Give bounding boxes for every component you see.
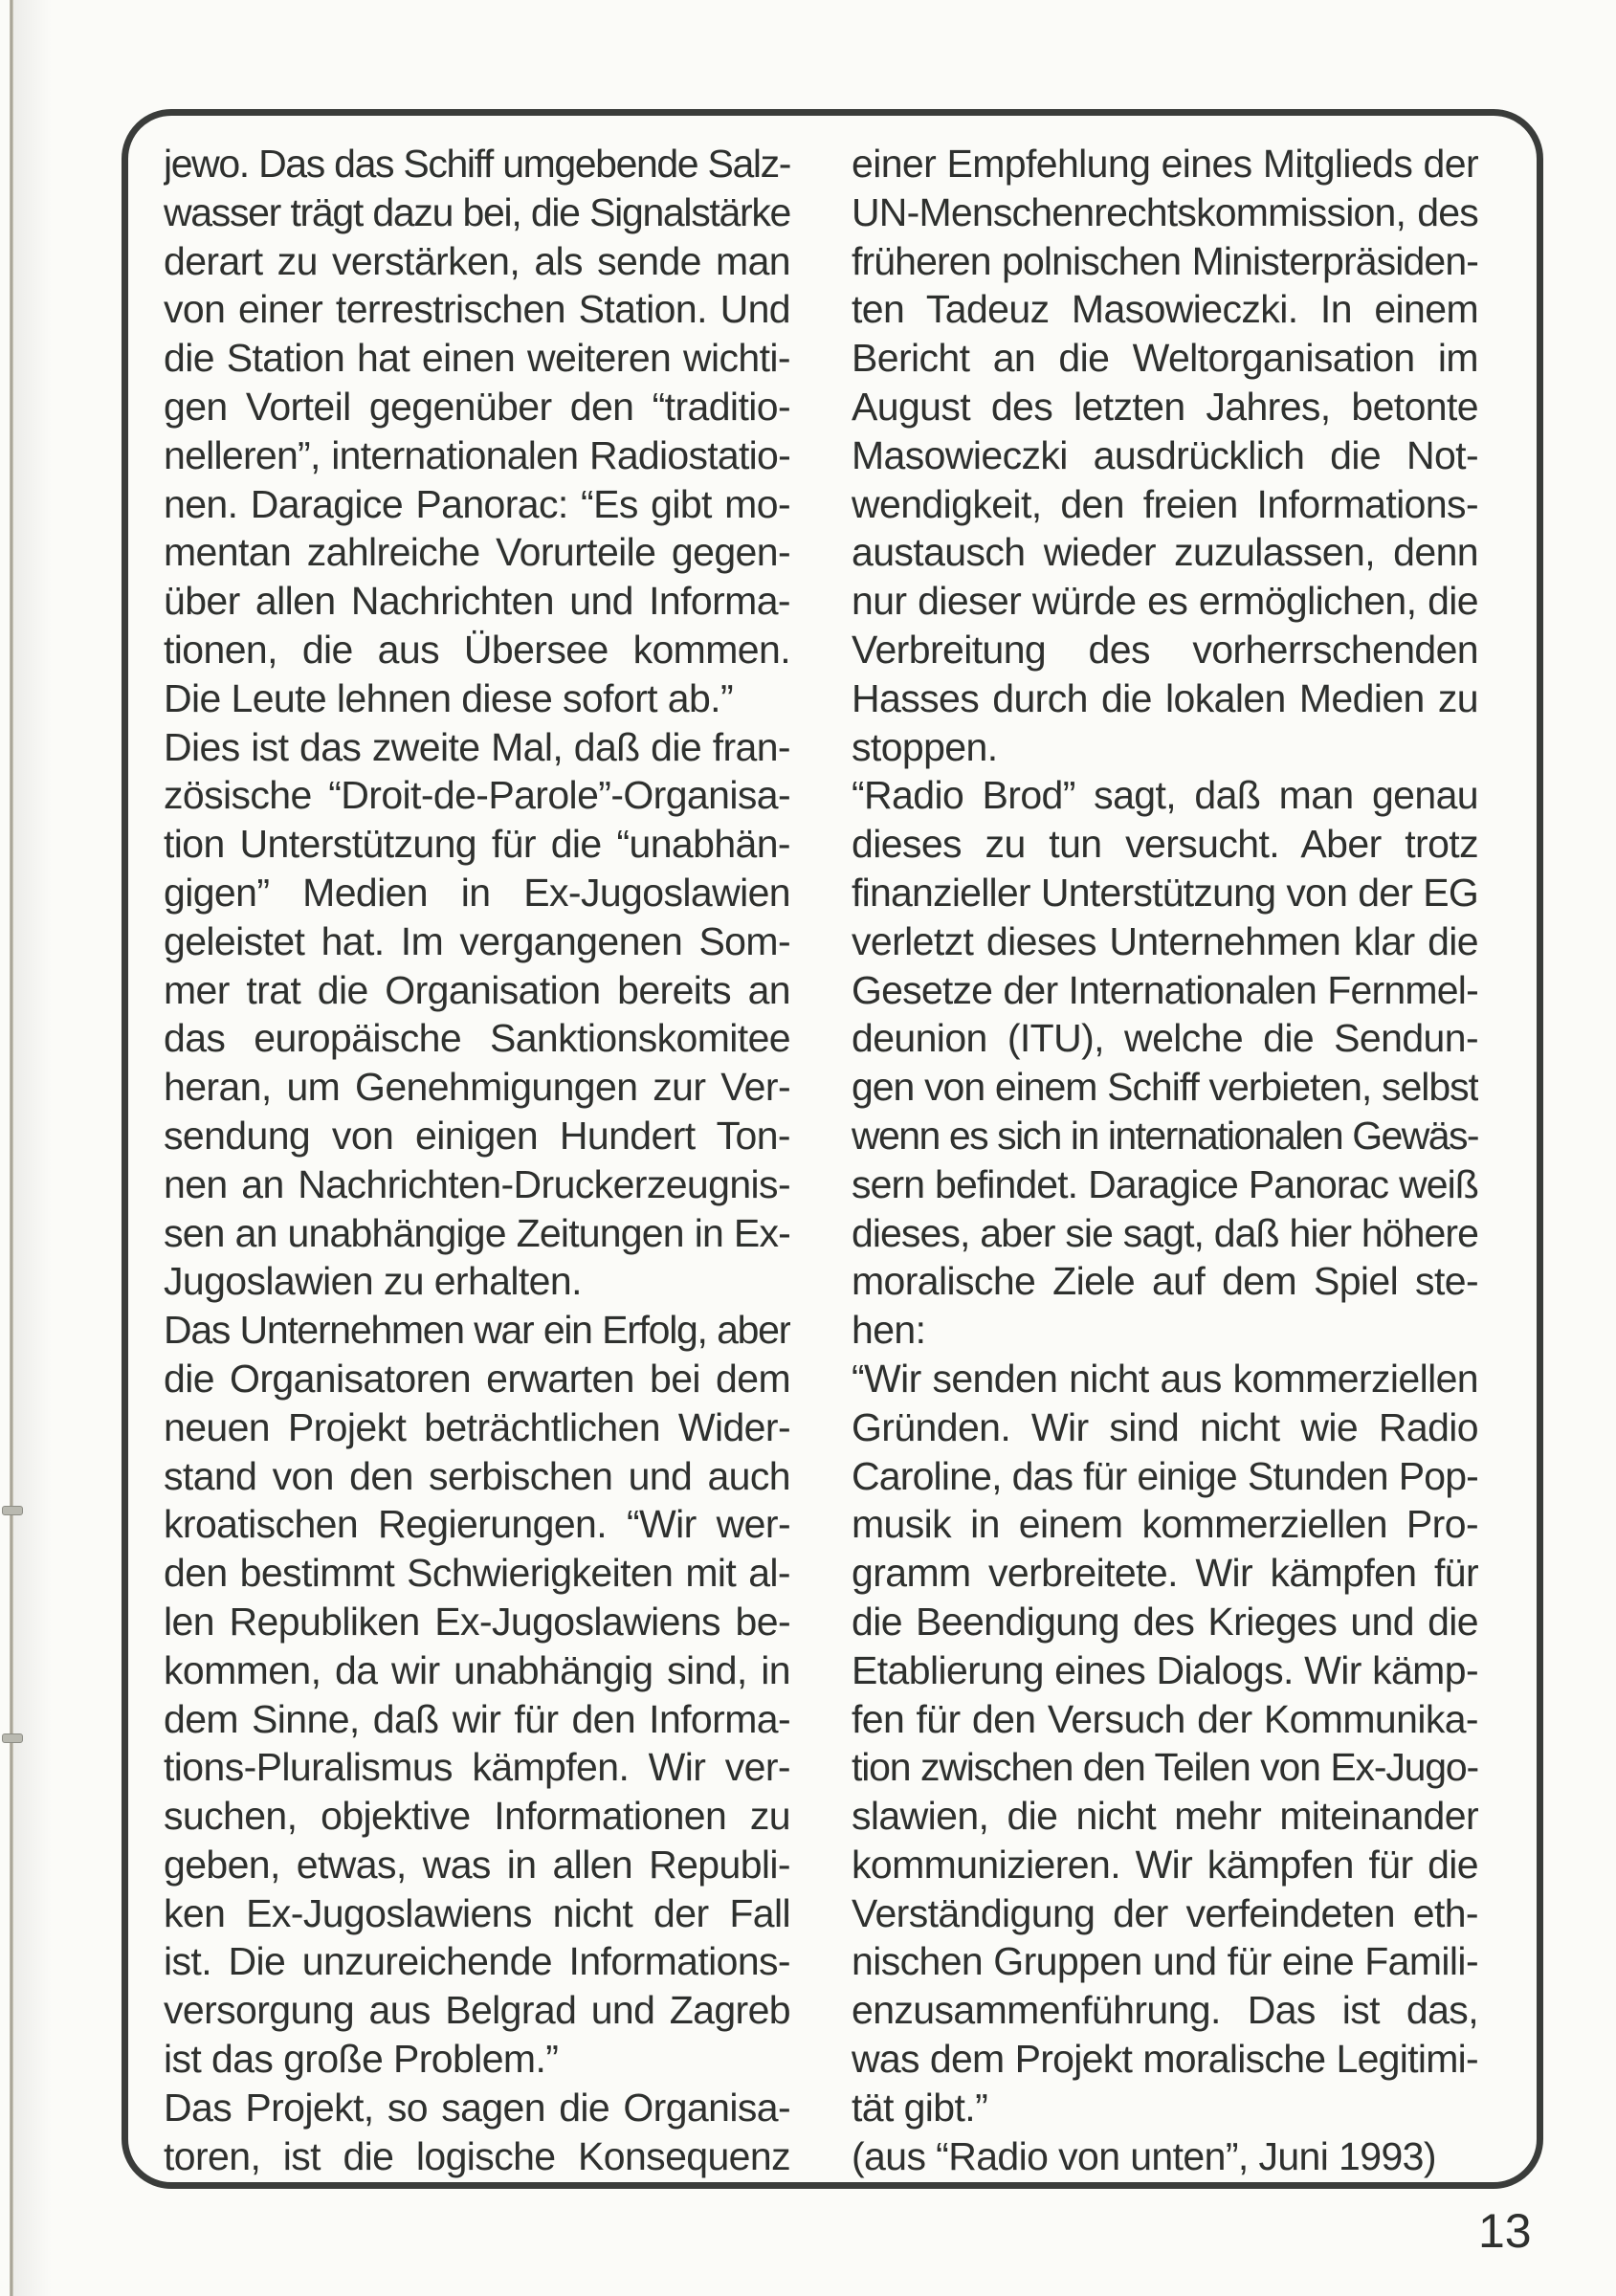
text-line: “Wir senden nicht aus kommerziellen <box>852 1356 1478 1401</box>
text-line: len Republiken Ex-Jugoslawiens be- <box>164 1599 790 1644</box>
text-line: UN-Menschenrechtskommission, des <box>852 189 1478 234</box>
text-line: enzusammenführung. Das ist das, <box>852 1988 1478 2033</box>
text-line: früheren polnischen Ministerpräsiden- <box>852 238 1478 283</box>
text-line: jewo. Das das Schiff umgebende Salz- <box>164 142 790 186</box>
text-line: nen an Nachrichten-Druckerzeugnis- <box>164 1161 790 1206</box>
text-line: gramm verbreitete. Wir kämpfen für <box>852 1551 1478 1596</box>
text-line: moralische Ziele auf dem Spiel ste- <box>852 1259 1478 1304</box>
text-line: mentan zahlreiche Vorurteile gegen- <box>164 530 790 575</box>
text-line: sern befindet. Daragice Panorac weiß <box>852 1161 1478 1206</box>
text-line: finanzieller Unterstützung von der EG <box>852 870 1478 915</box>
page-number: 13 <box>1478 2204 1532 2258</box>
text-line: sendung von einigen Hundert Ton- <box>164 1113 790 1158</box>
text-line: stoppen. <box>852 724 998 769</box>
text-line: gigen” Medien in Ex-Jugoslawien <box>164 870 790 915</box>
text-line: fen für den Versuch der Kommunika- <box>852 1696 1478 1741</box>
text-line: deunion (ITU), welche die Sendun- <box>852 1016 1478 1061</box>
text-line: gen Vorteil gegenüber den “traditio- <box>164 384 790 429</box>
text-line: ist. Die unzureichende Informations- <box>164 1939 790 1984</box>
text-line: Gründen. Wir sind nicht wie Radio <box>852 1404 1478 1449</box>
binding-shadow <box>13 0 52 2296</box>
text-line: von einer terrestrischen Station. Und <box>164 287 790 332</box>
text-line: derart zu verstärken, als sende man <box>164 238 790 283</box>
text-line: über allen Nachrichten und Informa- <box>164 579 790 624</box>
text-line: dieses zu tun versucht. Aber trotz <box>852 822 1478 867</box>
text-line: Das Unternehmen war ein Erfolg, aber <box>164 1308 790 1353</box>
text-line: die Station hat einen weiteren wichti- <box>164 336 790 381</box>
text-line: Die Leute lehnen diese sofort ab.” <box>164 675 734 720</box>
text-line: einer Empfehlung eines Mitglieds der <box>852 142 1478 186</box>
text-line: Jugoslawien zu erhalten. <box>164 1259 582 1304</box>
text-line: toren, ist die logische Konsequenz <box>164 2133 790 2178</box>
text-line: hen: <box>852 1308 926 1353</box>
text-line: geben, etwas, was in allen Republi- <box>164 1842 790 1887</box>
text-line: nen. Daragice Panorac: “Es gibt mo- <box>164 481 790 526</box>
text-line: tion zwischen den Teilen von Ex-Jugo- <box>852 1745 1478 1790</box>
text-line: versorgung aus Belgrad und Zagreb <box>164 1988 790 2033</box>
text-line: tät gibt.” <box>852 2085 988 2130</box>
text-line: tionen, die aus Übersee kommen. <box>164 627 790 672</box>
text-line: Verbreitung des vorherrschenden <box>852 627 1478 672</box>
text-line: August des letzten Jahres, betonte <box>852 384 1478 429</box>
text-line: was dem Projekt moralische Legitimi- <box>852 2037 1478 2082</box>
text-line: wasser trägt dazu bei, die Signalstärke <box>164 189 790 234</box>
text-line: (aus “Radio von unten”, Juni 1993) <box>852 2133 1436 2178</box>
article-column-left <box>164 140 790 2180</box>
text-line: Dies ist das zweite Mal, daß die fran- <box>164 724 790 769</box>
text-line: dem Sinne, daß wir für den Informa- <box>164 1696 790 1741</box>
text-line: die Beendigung des Krieges und die <box>852 1599 1478 1644</box>
text-line: nischen Gruppen und für eine Famili- <box>852 1939 1478 1984</box>
staple-icon <box>2 1506 23 1515</box>
binding-edge <box>10 0 13 2296</box>
text-line: kroatischen Regierungen. “Wir wer- <box>164 1502 790 1547</box>
text-line: heran, um Genehmigungen zur Ver- <box>164 1065 790 1110</box>
text-line: Das Projekt, so sagen die Organisa- <box>164 2085 790 2130</box>
text-line: stand von den serbischen und auch <box>164 1453 790 1498</box>
text-line: slawien, die nicht mehr miteinander <box>852 1794 1478 1839</box>
text-line: Caroline, das für einige Stunden Pop- <box>852 1453 1478 1498</box>
text-line: den bestimmt Schwierigkeiten mit al- <box>164 1551 790 1596</box>
text-line: suchen, objektive Informationen zu <box>164 1794 790 1839</box>
text-line: verletzt dieses Unternehmen klar die <box>852 918 1478 963</box>
article-column-right <box>852 140 1478 2180</box>
text-line: kommen, da wir unabhängig sind, in <box>164 1647 790 1692</box>
text-line: wendigkeit, den freien Informations- <box>852 481 1478 526</box>
text-line: ist das große Problem.” <box>164 2037 559 2082</box>
text-line: geleistet hat. Im vergangenen Som- <box>164 918 790 963</box>
text-line: die Organisatoren erwarten bei dem <box>164 1356 790 1401</box>
text-line: Verständigung der verfeindeten eth- <box>852 1890 1478 1935</box>
text-line: ken Ex-Jugoslawiens nicht der Fall <box>164 1890 790 1935</box>
text-line: Masowieczki ausdrücklich die Not- <box>852 432 1478 477</box>
text-line: dieses, aber sie sagt, daß hier höhere <box>852 1210 1478 1255</box>
text-line: mer trat die Organisation bereits an <box>164 967 790 1012</box>
text-line: ten Tadeuz Masowieczki. In einem <box>852 287 1478 332</box>
text-line: Bericht an die Weltorganisation im <box>852 336 1478 381</box>
text-line: zösische “Droit-de-Parole”-Organisa- <box>164 773 790 818</box>
text-line: kommunizieren. Wir kämpfen für die <box>852 1842 1478 1887</box>
text-line: Hasses durch die lokalen Medien zu <box>852 675 1478 720</box>
text-line: wenn es sich in internationalen Gewäs- <box>852 1113 1478 1158</box>
text-line: nur dieser würde es ermöglichen, die <box>852 579 1478 624</box>
text-line: nelleren”, internationalen Radiostatio- <box>164 432 790 477</box>
text-line: tion Unterstützung für die “unabhän- <box>164 822 790 867</box>
text-line: das europäische Sanktionskomitee <box>164 1016 790 1061</box>
text-line: gen von einem Schiff verbieten, selbst <box>852 1065 1478 1110</box>
text-line: sen an unabhängige Zeitungen in Ex- <box>164 1210 790 1255</box>
text-line: austausch wieder zuzulassen, denn <box>852 530 1478 575</box>
text-line: neuen Projekt beträchtlichen Wider- <box>164 1404 790 1449</box>
text-line: Gesetze der Internationalen Fernmel- <box>852 967 1478 1012</box>
text-line: “Radio Brod” sagt, daß man genau <box>852 773 1478 818</box>
staple-icon <box>2 1733 23 1743</box>
text-line: tions-Pluralismus kämpfen. Wir ver- <box>164 1745 790 1790</box>
text-line: Etablierung eines Dialogs. Wir kämp- <box>852 1647 1478 1692</box>
text-line: musik in einem kommerziellen Pro- <box>852 1502 1478 1547</box>
